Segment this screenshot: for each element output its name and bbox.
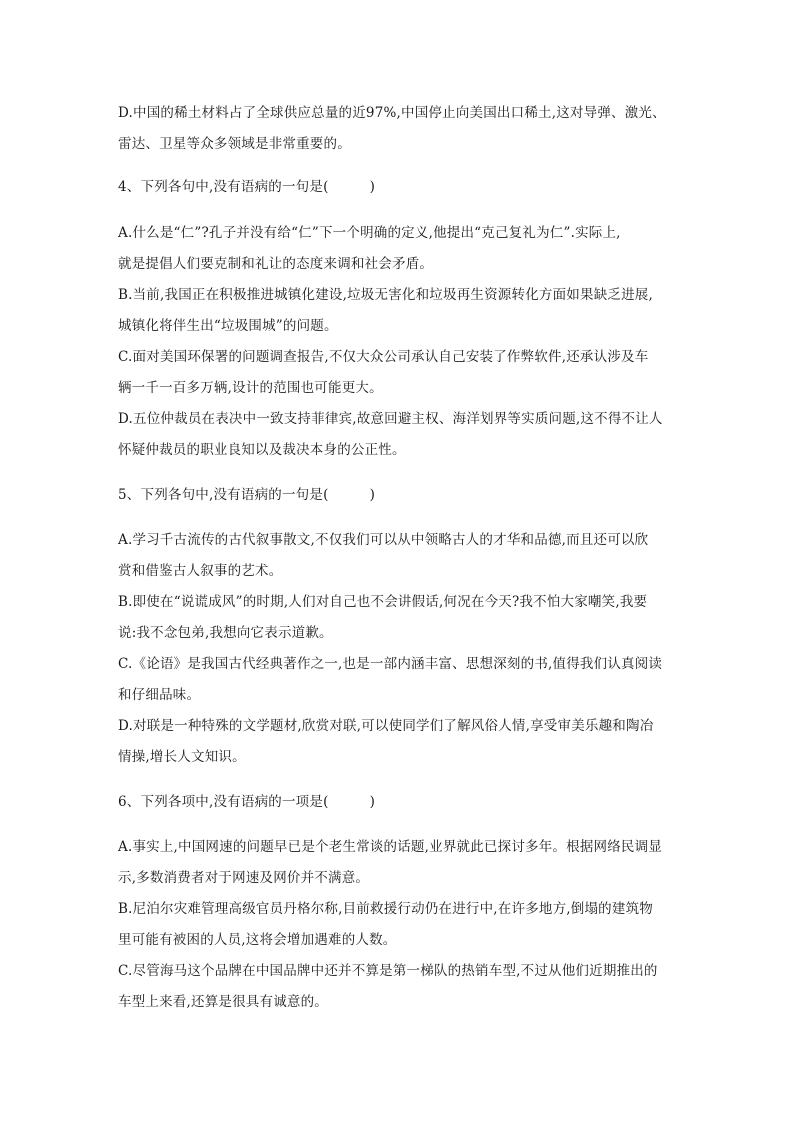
q5-option-a-line-1: A.学习千古流传的古代叙事散文,不仅我们可以从中领略古人的才华和品德,而且还可以欣 <box>118 532 649 548</box>
q5-option-a-line-2: 赏和借鉴古人叙事的艺术。 <box>118 563 283 579</box>
q6-option-c-line-2: 车型上来看,还算是很具有诚意的。 <box>118 994 328 1010</box>
q4-option-a-line-2: 就是提倡人们要克制和礼让的态度来调和社会矛盾。 <box>118 256 434 272</box>
q4-option-d-line-1: D.五位仲裁员在表决中一致支持菲律宾,故意回避主权、海洋划界等实质问题,这不得不让人 <box>118 411 663 427</box>
q5-option-d-line-1: D.对联是一种特殊的文学题材,欣赏对联,可以使同学们了解风俗人情,享受审美乐趣和陶冶 <box>118 718 654 734</box>
q5-option-b-line-1: B.即使在“说谎成风”的时期,人们对自己也不会讲假话,何况在今天?我不怕大家嘲笑,我要 <box>118 594 648 610</box>
q3-option-d-line-1: D.中国的稀土材料占了全球供应总量的近97%,中国停止向美国出口稀土,这对导弹、激光、 <box>118 105 666 121</box>
q4-option-b-line-1: B.当前,我国正在积极推进城镇化建设,垃圾无害化和垃圾再生资源转化方面如果缺乏进展, <box>118 287 653 303</box>
q4-option-d-line-2: 怀疑仲裁员的职业良知以及裁决本身的公正性。 <box>118 442 406 458</box>
q3-option-d-line-2: 雷达、卫星等众多领域是非常重要的。 <box>118 136 351 152</box>
q4-option-c-line-2: 辆一千一百多万辆,设计的范围也可能更大。 <box>118 380 383 396</box>
q6-option-c-line-1: C.尽管海马这个品牌在中国品牌中还并不算是第一梯队的热销车型,不过从他们近期推出的 <box>118 963 658 979</box>
q4-stem: 4、下列各句中,没有语病的一句是( ) <box>118 179 376 195</box>
q6-stem: 6、下列各项中,没有语病的一项是( ) <box>118 794 376 810</box>
q5-option-c-line-1: C.《论语》是我国古代经典著作之一,也是一部内涵丰富、思想深刻的书,值得我们认真阅读 <box>118 656 663 672</box>
q4-option-a-line-1: A.什么是“仁”?孔子并没有给“仁”下一个明确的定义,他提出“克己复礼为仁”.实际上, <box>118 225 621 241</box>
q4-option-c-line-1: C.面对美国环保署的问题调查报告,不仅大众公司承认自己安装了作弊软件,还承认涉及车 <box>118 349 649 365</box>
q4-option-b-line-2: 城镇化将伴生出“垃圾围城”的问题。 <box>118 318 338 334</box>
q6-option-b-line-2: 里可能有被困的人员,这将会增加遇难的人数。 <box>118 932 397 948</box>
q5-option-c-line-2: 和仔细品味。 <box>118 687 201 703</box>
q6-option-b-line-1: B.尼泊尔灾难管理高级官员丹格尔称,目前救援行动仍在进行中,在许多地方,倒塌的建筑物 <box>118 901 653 917</box>
q5-option-d-line-2: 情操,增长人文知识。 <box>118 749 246 765</box>
q5-stem: 5、下列各句中,没有语病的一句是( ) <box>118 487 376 503</box>
q6-option-a-line-1: A.事实上,中国网速的问题早已是个老生常谈的话题,业界就此已探讨多年。根据网络民调显 <box>118 839 663 855</box>
q6-option-a-line-2: 示,多数消费者对于网速及网价并不满意。 <box>118 870 370 886</box>
q5-option-b-line-2: 说:我不念包弟,我想向它表示道歉。 <box>118 625 333 641</box>
